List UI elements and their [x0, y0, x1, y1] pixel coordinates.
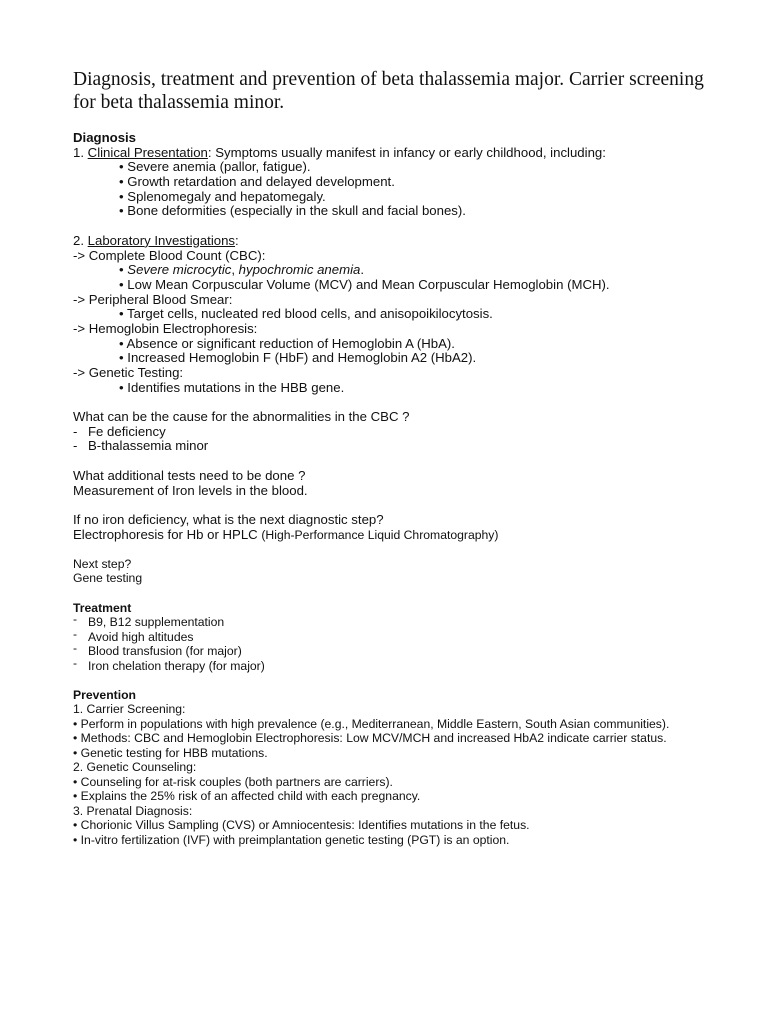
diagnosis-heading: Diagnosis [73, 130, 137, 145]
cbc-line: -> Complete Blood Count (CBC): [73, 247, 266, 263]
bullet-mark: • [119, 262, 128, 278]
question-additional-tests: What additional tests need to be done ? [73, 467, 306, 483]
treatment-item [73, 612, 713, 630]
prevention-line: • Counseling for at-risk couples (both partners are carriers). [73, 774, 393, 789]
prevention-heading: Prevention [73, 687, 136, 702]
cbc-bullet [73, 263, 713, 278]
answer-list-item [73, 439, 713, 454]
question-cbc-cause: What can be the cause for the abnormalities in the CBC ? [73, 409, 410, 425]
prevention-line: • Perform in populations with high prevalence (e.g., Mediterranean, Middle Eastern, South Asian communities). [73, 716, 670, 731]
genetic-testing-line: -> Genetic Testing: [73, 365, 184, 380]
spacer [73, 219, 713, 234]
clinical-bullet: • Splenomegaly and hepatomegaly. [119, 188, 326, 204]
clinical-bullet: • Severe anemia (pallor, fatigue). [119, 159, 311, 175]
treatment-item [73, 655, 713, 674]
spacer [73, 498, 713, 513]
lab-investigations-line [73, 234, 713, 249]
clinical-bullet: • Growth retardation and delayed development. [119, 174, 395, 190]
dash-mark: - [73, 626, 78, 641]
answer-text: B-thalassemia minor [88, 438, 209, 454]
treatment-item [73, 641, 713, 659]
answer-list-item [73, 425, 713, 440]
answer-text: Fe deficiency [88, 423, 166, 439]
question-next-diagnostic-step: If no iron deficiency, what is the next diagnostic step? [73, 511, 384, 527]
treatment-text: Avoid high altitudes [88, 629, 194, 644]
dash-mark: - [73, 438, 78, 454]
cbc-bullet: • Low Mean Corpuscular Volume (MCV) and Mean Corpuscular Hemoglobin (MCH). [119, 276, 610, 292]
cbc-sep: , [231, 262, 239, 278]
prevention-line: • Explains the 25% risk of an affected child with each pregnancy. [73, 789, 421, 804]
prevention-line: • In-vitro fertilization (IVF) with preimplantation genetic testing (PGT) is an option. [73, 832, 510, 847]
treatment-heading: Treatment [73, 600, 132, 615]
electrophoresis-line: -> Hemoglobin Electrophoresis: [73, 320, 258, 336]
genetic-testing-bullet: • Identifies mutations in the HBB gene. [119, 379, 345, 395]
answer-iron-levels: Measurement of Iron levels in the blood. [73, 482, 308, 498]
prevention-line: • Methods: CBC and Hemoglobin Electrophoresis: Low MCV/MCH and increased HbA2 indicate carrier status. [73, 731, 667, 746]
prevention-line: 2. Genetic Counseling: [73, 760, 197, 775]
spacer [73, 586, 713, 601]
lab-num: 2. [73, 232, 88, 248]
clinical-bullet: • Bone deformities (especially in the skull and facial bones). [119, 203, 466, 219]
dash-mark: - [73, 641, 78, 656]
spacer [73, 673, 713, 688]
treatment-text: Iron chelation therapy (for major) [88, 658, 265, 673]
clinical-num: 1. [73, 144, 88, 160]
spacer [73, 542, 713, 557]
clinical-presentation-label: Clinical Presentation [87, 144, 208, 160]
dash-mark: - [73, 655, 78, 670]
electrophoresis-bullet: • Increased Hemoglobin F (HbF) and Hemoglobin A2 (HbA2). [119, 350, 477, 366]
lab-investigations-label: Laboratory Investigations [87, 232, 236, 248]
dash-mark: - [73, 423, 78, 439]
clinical-presentation-line [73, 146, 713, 161]
cbc-end: . [360, 262, 365, 278]
document-body [73, 131, 713, 847]
clinical-presentation-text: : Symptoms usually manifest in infancy or early childhood, including: [207, 144, 606, 160]
dash-mark: - [73, 612, 78, 627]
treatment-text: B9, B12 supplementation [88, 615, 225, 630]
cbc-italic-text: Severe microcytic [127, 262, 232, 278]
prevention-line: 1. Carrier Screening: [73, 702, 186, 717]
prevention-line: • Genetic testing for HBB mutations. [73, 745, 268, 760]
spacer [73, 454, 713, 469]
treatment-item [73, 626, 713, 645]
treatment-text: Blood transfusion (for major) [88, 644, 242, 659]
smear-line: -> Peripheral Blood Smear: [73, 291, 233, 307]
smear-bullet: • Target cells, nucleated red blood cells, and anisopoikilocytosis. [119, 306, 493, 322]
prevention-line: 3. Prenatal Diagnosis: [73, 803, 193, 818]
answer-hplc-note: (High-Performance Liquid Chromatography) [261, 527, 499, 542]
prevention-line: • Chorionic Villus Sampling (CVS) or Amniocentesis: Identifies mutations in the fetus. [73, 818, 530, 833]
page-title: Diagnosis, treatment and prevention of beta thalassemia major. Carrier screening for beta thalassemia minor. [73, 69, 704, 113]
answer-gene-testing: Gene testing [73, 571, 143, 586]
spacer [73, 395, 713, 410]
lab-colon: : [235, 232, 239, 248]
cbc-italic-text-2: hypochromic anemia [238, 262, 361, 278]
question-next-step: Next step? [73, 556, 132, 571]
electrophoresis-bullet: • Absence or significant reduction of Hemoglobin A (HbA). [119, 335, 455, 351]
answer-electrophoresis [73, 528, 713, 543]
answer-main: Electrophoresis for Hb or HPLC [73, 526, 262, 542]
